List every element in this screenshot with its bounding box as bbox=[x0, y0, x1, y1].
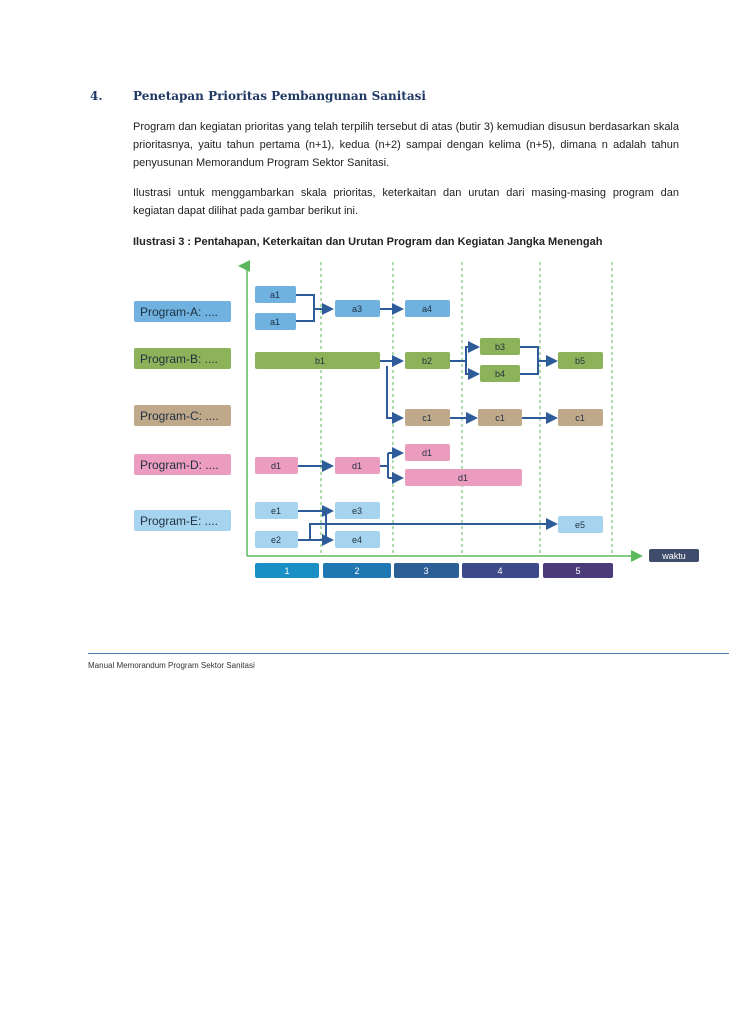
section-title: Penetapan Prioritas Pembangunan Sanitasi bbox=[133, 89, 426, 103]
activity-d1-y2-label: d1 bbox=[351, 461, 363, 471]
activity-b4-label: b4 bbox=[494, 369, 506, 379]
program-a-label: Program-A: .... bbox=[140, 305, 219, 319]
activity-a1-top-label: a1 bbox=[269, 290, 281, 300]
activity-c1-y4-label: c1 bbox=[495, 413, 505, 423]
activity-a3-label: a3 bbox=[351, 304, 363, 314]
program-b-label: Program-B: .... bbox=[140, 352, 219, 366]
section-number: 4. bbox=[90, 89, 103, 103]
paragraph-1: Program dan kegiatan prioritas yang telah terpilih tersebut di atas (butir 3) kemudian disusun berdasarkan skala prioritasnya, yaitu tahun pertama (n+1), kedua (n+2) sampai dengan kelima (n+5), dimana n adalah tahun penyusunan Memorandum Program Sektor Sanitasi. bbox=[133, 121, 679, 169]
footer-text: Manual Memorandum Program Sektor Sanitasi bbox=[88, 661, 255, 670]
program-c-label: Program-C: .... bbox=[140, 409, 219, 423]
activity-b3-label: b3 bbox=[494, 342, 506, 352]
paragraph-2: Ilustrasi untuk menggambarkan skala prioritas, keterkaitan dan urutan dari masing-masing program dan kegiatan dapat dilihat pada gambar berikut ini. bbox=[133, 187, 679, 217]
activity-e4-label: e4 bbox=[351, 535, 363, 545]
activity-a4-label: a4 bbox=[421, 304, 433, 314]
activity-a1-bottom-label: a1 bbox=[269, 317, 281, 327]
program-e-label: Program-E: .... bbox=[140, 514, 219, 528]
year-3-label: 3 bbox=[423, 566, 429, 576]
year-2-label: 2 bbox=[354, 566, 360, 576]
footer-divider bbox=[88, 653, 729, 654]
year-1-label: 1 bbox=[284, 566, 290, 576]
year-4-label: 4 bbox=[497, 566, 503, 576]
activity-e3-label: e3 bbox=[351, 506, 363, 516]
activity-c1-y3-label: c1 bbox=[422, 413, 432, 423]
activity-e2-label: e2 bbox=[270, 535, 282, 545]
time-axis-label: waktu bbox=[662, 551, 686, 561]
activity-b1-label: b1 bbox=[314, 356, 326, 366]
activity-e1-label: e1 bbox=[270, 506, 282, 516]
activity-d1-y1-label: d1 bbox=[270, 461, 282, 471]
year-5-label: 5 bbox=[575, 566, 581, 576]
activity-b5-label: b5 bbox=[574, 356, 586, 366]
program-d-label: Program-D: .... bbox=[140, 458, 219, 472]
activity-d1-y3-label: d1 bbox=[421, 448, 433, 458]
year-bar bbox=[255, 563, 613, 578]
activity-d1-long-label: d1 bbox=[457, 473, 469, 483]
activity-b2-label: b2 bbox=[421, 356, 433, 366]
activity-c1-y5-label: c1 bbox=[575, 413, 585, 423]
activity-e5-label: e5 bbox=[574, 520, 586, 530]
figure-caption: Ilustrasi 3 : Pentahapan, Keterkaitan dan Urutan Program dan Kegiatan Jangka Menengah bbox=[133, 236, 603, 248]
program-labels bbox=[134, 301, 231, 531]
